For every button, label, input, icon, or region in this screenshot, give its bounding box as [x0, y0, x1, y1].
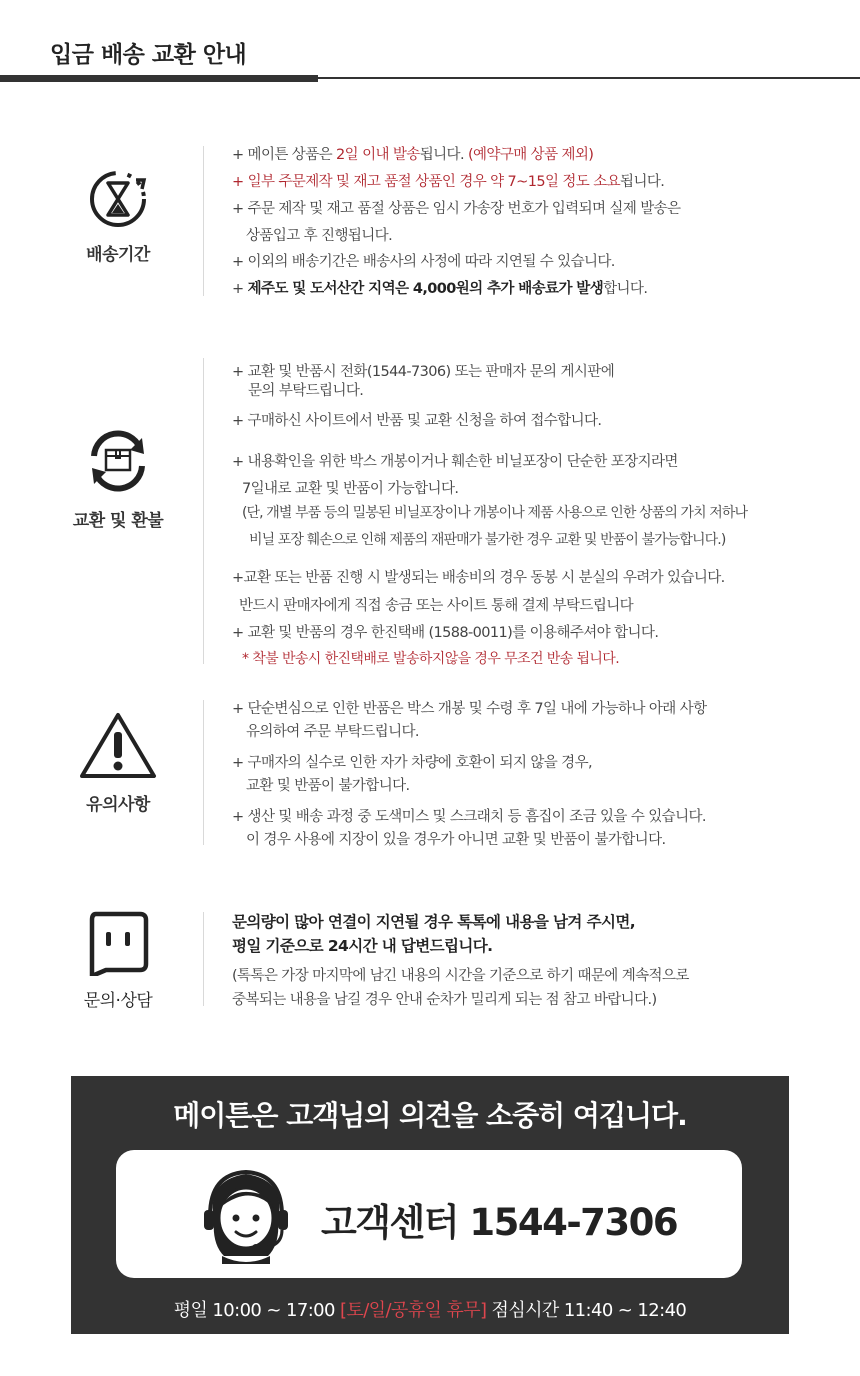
inquiry-line-3: (톡톡은 가장 마지막에 남긴 내용의 시간을 기준으로 하기 때문에 계속적으로	[232, 968, 689, 984]
caution-line-2: 유의하여 주문 부탁드립니다.	[246, 724, 419, 740]
inquiry-line-1: 문의량이 많아 연결이 지연될 경우 톡톡에 내용을 남겨 주시면,	[232, 913, 635, 931]
exchange-line-2: 문의 부탁드립니다.	[248, 383, 364, 399]
shipping-line-1	[232, 143, 593, 164]
exchange-line-4: + 내용확인을 위한 박스 개봉이거나 훼손한 비닐포장이 단순한 포장지라면	[232, 454, 678, 470]
shipping-divider	[203, 146, 204, 296]
exchange-icon-block	[40, 426, 196, 531]
exchange-warning-line: * 착불 반송시 한진택배로 발송하지않을 경우 무조건 반송 됩니다.	[242, 651, 620, 667]
caution-label: 유의사항	[86, 795, 150, 815]
shipping-line-2	[232, 170, 664, 191]
text-part: 합니다.	[603, 281, 648, 297]
shipping-line-3: + 주문 제작 및 재고 품절 상품은 임시 가송장 번호가 입력되며 실제 발송은	[232, 201, 681, 217]
hours-holiday: [토/일/공휴일 휴무]	[340, 1300, 487, 1321]
inquiry-icon-block	[40, 910, 196, 1011]
exchange-line-6: (단, 개별 부품 등의 밀봉된 비닐포장이나 개봉이나 제품 사용으로 인한 상품의 가치 저하나	[242, 505, 748, 521]
warning-icon	[78, 710, 158, 780]
chat-face-icon	[86, 910, 150, 976]
hours-weekday: 평일 10:00 ~ 17:00	[173, 1300, 340, 1321]
exchange-label: 교환 및 환불	[72, 511, 164, 531]
customer-center-banner	[71, 1076, 789, 1334]
exchange-line-7: 비닐 포장 훼손으로 인해 제품의 재판매가 불가한 경우 교환 및 반품이 불가능합니다.)	[249, 532, 726, 548]
shipping-icon-block	[40, 168, 196, 265]
customer-center-box	[116, 1150, 742, 1278]
text-part: +	[232, 174, 248, 190]
hours-lunch: 점심시간 11:40 ~ 12:40	[486, 1300, 687, 1321]
business-hours	[71, 1296, 789, 1322]
exchange-divider	[203, 358, 204, 664]
text-part: 됩니다.	[419, 147, 468, 163]
exchange-line-8: +교환 또는 반품 진행 시 발생되는 배송비의 경우 동봉 시 분실의 우려가 있습니다.	[232, 570, 725, 586]
text-highlight: 2일 이내 발송	[336, 147, 420, 163]
caution-line-4: 교환 및 반품이 불가합니다.	[246, 778, 410, 794]
shipping-line-5: + 이외의 배송기간은 배송사의 사정에 따라 지연될 수 있습니다.	[232, 254, 615, 270]
exchange-line-3: + 구매하신 사이트에서 반품 및 교환 신청을 하여 접수합니다.	[232, 413, 602, 429]
inquiry-line-2: 평일 기준으로 24시간 내 답변드립니다.	[232, 937, 493, 955]
inquiry-line-4: 중복되는 내용을 남길 경우 안내 순차가 밀리게 되는 점 참고 바랍니다.)	[232, 992, 657, 1008]
header-divider-accent	[0, 75, 318, 82]
caution-line-3: + 구매자의 실수로 인한 자가 차량에 호환이 되지 않을 경우,	[232, 755, 593, 771]
inquiry-label: 문의·상담	[83, 991, 153, 1011]
text-bold: 제주도 및 도서산간 지역은 4,000원의 추가 배송료가 발생	[247, 281, 604, 297]
text-part: +	[232, 281, 248, 297]
page-title: 입금 배송 교환 안내	[50, 42, 247, 68]
caution-line-5: + 생산 및 배송 과정 중 도색미스 및 스크래치 등 흠집이 조금 있을 수 있습니다.	[232, 809, 706, 825]
text-part: + 메이튼 상품은	[232, 147, 337, 163]
shipping-label: 배송기간	[86, 245, 150, 265]
exchange-line-10: + 교환 및 반품의 경우 한진택배 (1588-0011)를 이용해주셔야 합니다.	[232, 625, 659, 641]
banner-title: 메이튼은 고객님의 의견을 소중히 여깁니다.	[173, 1099, 687, 1132]
text-part: 됩니다.	[620, 174, 665, 190]
shipping-line-6	[232, 277, 647, 298]
text-highlight: 일부 주문제작 및 재고 품절 상품인 경우 약 7~15일 정도 소요	[247, 174, 621, 190]
caution-divider	[203, 700, 204, 845]
exchange-line-9: 반드시 판매자에게 직접 송금 또는 사이트 통해 결제 부탁드립니다	[239, 598, 634, 614]
exchange-line-5: 7일내로 교환 및 반품이 가능합니다.	[242, 481, 459, 497]
shipping-line-4: 상품입고 후 진행됩니다.	[246, 228, 393, 244]
caution-line-1: + 단순변심으로 인한 반품은 박스 개봉 및 수령 후 7일 내에 가능하나 아래 사항	[232, 701, 707, 717]
caution-line-6: 이 경우 사용에 지장이 있을 경우가 아니면 교환 및 반품이 불가합니다.	[246, 832, 666, 848]
headset-agent-icon	[196, 1160, 296, 1270]
exchange-line-1: + 교환 및 반품시 전화(1544-7306) 또는 판매자 문의 게시판에	[232, 364, 615, 380]
text-highlight: (예약구매 상품 제외)	[467, 147, 594, 163]
inquiry-divider	[203, 912, 204, 1006]
hourglass-cycle-icon	[82, 168, 154, 230]
caution-icon-block	[40, 710, 196, 815]
customer-center-phone: 고객센터 1544-7306	[321, 1201, 678, 1244]
box-exchange-icon	[80, 426, 156, 496]
